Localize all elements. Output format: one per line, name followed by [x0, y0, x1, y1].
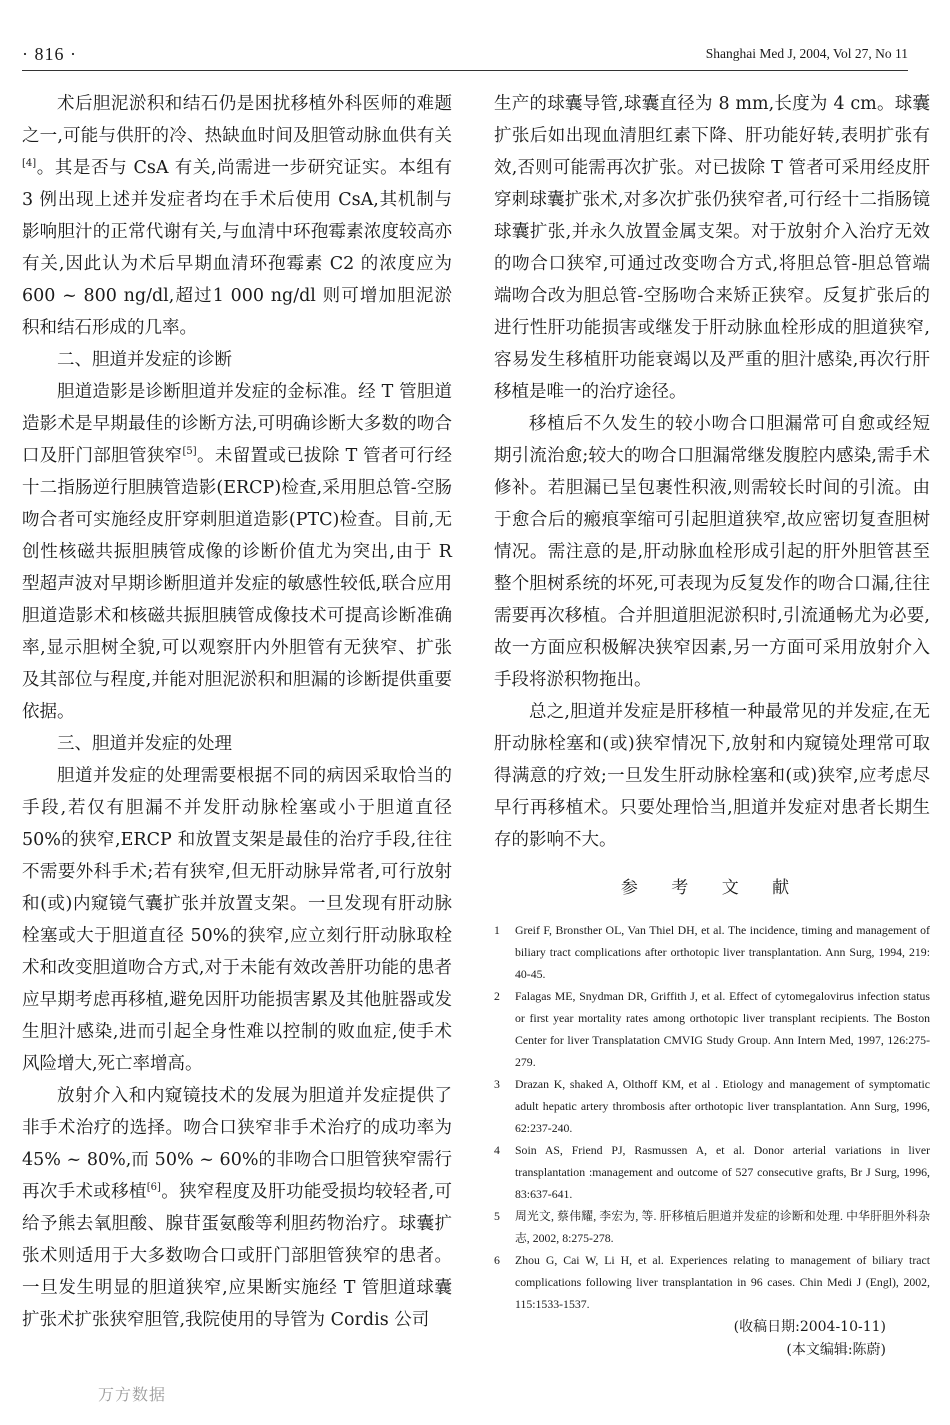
paragraph: 总之,胆道并发症是肝移植一种最常见的并发症,在无肝动脉栓塞和(或)狭窄情况下,放射和内窥镜处理常可取得满意的疗效;一旦发生肝动脉栓塞和(或)狭窄,应考虑尽早行再移植术。只要处理恰当,胆道并发症对患者长期生存的影响不大。 — [494, 702, 930, 850]
watermark: 万方数据 — [98, 1385, 167, 1404]
reference-item: 2 Falagas ME, Snydman DR, Griffith J, et al. Effect of cytomegalovirus infection status or first year mortality rates among orthotopic liver transplant recipients. The Boston Center for liver Transplatation CMVIG Study Group. Ann Intern Med, 1997, 126:275-279. — [494, 989, 930, 1069]
citation: [6] — [146, 1182, 161, 1194]
reference-item: 1 Greif F, Bronsther OL, Van Thiel DH, et al. The incidence, timing and management of biliary tract complications after orthotopic liver transplantation. Ann Surg, 1994, 219: 40-45. — [494, 923, 930, 981]
paragraph: 术后胆泥淤积和结石仍是困扰移植外科医师的难题之一,可能与供肝的冷、热缺血时间及胆管动脉血供有关[4]。其是否与 CsA 有关,尚需进一步研究证实。本组有 3 例出现上述并发症者均在手术后使用 CsA,其机制与影响胆汁的正常代谢有关,与血清中环孢霉素浓度较高亦有关,因此认为术后早期血清环孢霉素 C2 的浓度应为 600 ~ 800 ng/dl,超过1 000 ng/dl 则可增加胆泥淤积和结石形成的几率。 — [22, 94, 452, 338]
paragraph: 移植后不久发生的较小吻合口胆漏常可自愈或经短期引流治愈;较大的吻合口胆漏常继发腹腔内感染,需手术修补。若胆漏已呈包裹性积液,则需较长时间的引流。由于愈合后的瘢痕挛缩可引起胆道狭窄,故应密切复查胆树情况。需注意的是,肝动脉血栓形成引起的肝外胆管甚至整个胆树系统的坏死,可表现为反复发作的吻合口漏,往往需要再次移植。合并胆道胆泥淤积时,引流通畅尤为必要,故一方面应积极解决狭窄因素,另一方面可采用放射介入手段将淤积物拖出。 — [494, 414, 930, 690]
citation: [5] — [182, 446, 197, 458]
section-heading-diagnosis: 二、胆道并发症的诊断 — [57, 350, 232, 370]
paragraph: 胆道并发症的处理需要根据不同的病因采取恰当的手段,若仅有胆漏不并发肝动脉栓塞或小于胆道直径 50%的狭窄,ERCP 和放置支架是最佳的治疗手段,往往不需要外科手术;若有狭窄,但无肝动脉异常者,可行放射和(或)内窥镜气囊扩张并放置支架。一旦发现有肝动脉栓塞或大于胆道直径 50%的狭窄,应立刻行肝动脉取栓术和改变胆道吻合方式,对于未能有效改善肝功能的患者应早期考虑再移植,避免因肝功能损害累及其他脏器或发生胆汁感染,进而引起全身性难以控制的败血症,使手术风险增大,死亡率增高。 — [22, 766, 452, 1074]
received-date: (收稿日期:2004-10-11) — [733, 1319, 886, 1335]
header-divider — [22, 70, 908, 71]
reference-list — [494, 919, 930, 1315]
editor-note: (本文编辑:陈蔚) — [786, 1342, 886, 1358]
paragraph: 生产的球囊导管,球囊直径为 8 mm,长度为 4 cm。球囊扩张后如出现血清胆红素下降、肝功能好转,表明扩张有效,否则可能需再次扩张。对已拔除 T 管者可采用经皮肝穿刺球囊扩张术,对多次扩张仍狭窄者,可行经十二指肠镜球囊扩张,并永久放置金属支架。对于放射介入治疗无效的吻合口狭窄,可通过改变吻合方式,将胆总管-胆总管端端吻合改为胆总管-空肠吻合来矫正狭窄。反复扩张后的进行性肝功能损害或继发于肝动脉血栓形成的胆道狭窄,容易发生移植肝功能衰竭以及严重的胆汁感染,再次行肝移植是唯一的治疗途径。 — [494, 94, 930, 402]
reference-item: 3 Drazan K, shaked A, Olthoff KM, et al . Etiology and management of symptomatic adult hepatic artery thrombosis after orthotopic liver transplantation. Ann Surg, 1996, 62:237-240. — [494, 1077, 930, 1135]
paragraph: 胆道造影是诊断胆道并发症的金标准。经 T 管胆道造影术是早期最佳的诊断方法,可明确诊断大多数的吻合口及肝门部胆管狭窄[5]。未留置或已拔除 T 管者可行经十二指肠逆行胆胰管造影(ERCP)检查,采用胆总管-空肠吻合者可实施经皮肝穿刺胆道造影(PTC)检查。目前,无创性核磁共振胆胰管成像的诊断价值尤为突出,由于 R 型超声波对早期诊断胆道并发症的敏感性较低,联合应用胆道造影术和核磁共振胆胰管成像技术可提高诊断准确率,显示胆树全貌,可以观察肝内外胆管有无狭窄、扩张及其部位与程度,并能对胆泥淤积和胆漏的诊断提供重要依据。 — [22, 382, 453, 722]
page-number: · 816 · — [22, 44, 77, 64]
right-column — [494, 88, 930, 1361]
section-heading-treatment: 三、胆道并发症的处理 — [57, 734, 232, 754]
reference-item: 6 Zhou G, Cai W, Li H, et al. Experiences relating to management of biliary tract complications following liver transplantation in 96 cases. Chin Medi J (Engl), 2002, 115:1533-1537. — [494, 1253, 930, 1311]
reference-item: 5 周光文, 蔡伟耀, 李宏为, 等. 肝移植后胆道并发症的诊断和处理. 中华肝胆外科杂志, 2002, 8:275-278. — [494, 1209, 930, 1245]
journal-citation: Shanghai Med J, 2004, Vol 27, No 11 — [705, 46, 908, 61]
paragraph: 放射介入和内窥镜技术的发展为胆道并发症提供了非手术治疗的选择。吻合口狭窄非手术治疗的成功率为 45% ~ 80%,而 50% ~ 60%的非吻合口胆管狭窄需行再次手术或移植[6]。狭窄程度及肝功能受损均较轻者,可给予熊去氧胆酸、腺苷蛋氨酸等利胆药物治疗。球囊扩张术则适用于大多数吻合口或肝门部胆管狭窄的患者。一旦发生明显的胆道狭窄,应果断实施经 T 管胆道球囊扩张术扩张狭窄胆管,我院使用的导管为 Cordis 公司 — [22, 1086, 452, 1330]
references-title: 参 考 文 献 — [620, 878, 804, 898]
page-header — [22, 44, 908, 68]
reference-item: 4 Soin AS, Friend PJ, Rasmussen A, et al. Donor arterial variations in liver transplantation :management and outcome of 527 consecutive grafts, Br J Surg, 1996, 83:637-641. — [494, 1143, 930, 1201]
left-column — [22, 88, 452, 1336]
citation: [4] — [22, 158, 37, 170]
